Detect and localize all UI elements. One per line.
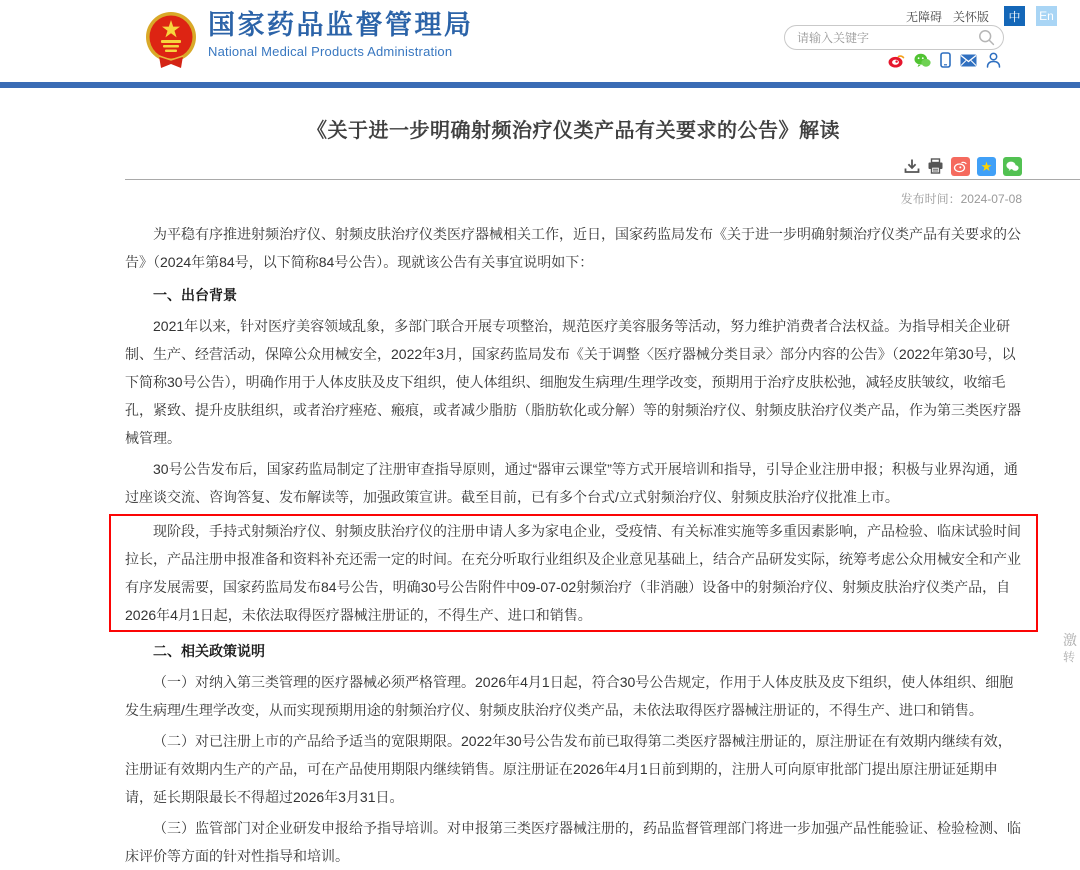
search-box	[784, 25, 1004, 50]
share-weibo-icon[interactable]	[951, 157, 970, 176]
accessibility-link[interactable]: 无障碍	[905, 9, 942, 24]
site-name-cn: 国家药品监督管理局	[208, 10, 474, 40]
article-title: 《关于进一步明确射频治疗仪类产品有关要求的公告》解读	[307, 120, 840, 142]
lang-toggle-en[interactable]: En	[1036, 6, 1057, 26]
paragraph-policy-1: （一）对纳入第三类管理的医疗器械必须严格管理。2026年4月1日起，符合30号公告规定，作用于人体皮肤及皮下组织，使人体组织、细胞发生病理/生理学改变，从而实现预期用途的射频治疗仪、射频皮肤治疗仪类产品，未依法取得医疗器械注册证的，不得生产、进口和销售。	[125, 674, 1014, 718]
quick-icons	[888, 52, 1001, 68]
download-icon[interactable]	[904, 158, 920, 174]
search-input[interactable]	[797, 31, 978, 45]
share-qzone-icon[interactable]: ★	[977, 157, 996, 176]
paragraph-policy-3: （三）监管部门对企业研发申报给予指导培训。对申报第三类医疗器械注册的，药品监督管理部门将进一步加强产品性能验证、检验检测、临床评价等方面的针对性指导和培训。	[125, 820, 1021, 864]
article-toolbar	[125, 156, 1022, 176]
top-links	[906, 6, 1057, 26]
watermark-line-1: 激	[1063, 632, 1077, 648]
title-divider	[125, 179, 1080, 180]
publish-time: 发布时间：2024-07-08	[900, 192, 1022, 206]
article-body	[125, 220, 1022, 870]
national-emblem-icon	[145, 10, 197, 70]
article	[125, 114, 1022, 870]
search-icon[interactable]	[978, 29, 995, 46]
care-version-link[interactable]: 关怀版	[952, 9, 989, 24]
mail-icon[interactable]	[960, 54, 977, 67]
site-name-en: National Medical Products Administration	[208, 44, 453, 60]
paragraph-policy-2: （二）对已注册上市的产品给予适当的宽限期限。2022年30号公告发布前已取得第二类医疗器械注册证的，原注册证在有效期内继续有效，注册证有效期内生产的产品，可在产品使用期限内继续销售。原注册证在2026年4月1日前到期的，注册人可向原审批部门提出原注册证延期申请，延长期限最长不得超过2026年3月31日。	[125, 733, 1012, 805]
watermark-line-2: 转	[1063, 650, 1076, 664]
paragraph-intro: 为平稳有序推进射频治疗仪、射频皮肤治疗仪类医疗器械相关工作，近日，国家药监局发布《关于进一步明确射频治疗仪类产品有关要求的公告》（2024年第84号，以下简称84号公告）。现就该公告有关事宜说明如下：	[125, 226, 1021, 270]
windows-watermark	[1063, 631, 1080, 665]
highlight-box	[109, 514, 1038, 632]
user-icon[interactable]	[986, 52, 1001, 68]
weibo-icon[interactable]	[888, 53, 905, 68]
paragraph-highlighted: 现阶段，手持式射频治疗仪、射频皮肤治疗仪的注册申请人多为家电企业，受疫情、有关标准实施等多重因素影响，产品检验、临床试验时间拉长，产品注册申报准备和资料补充还需一定的时间。在充分听取行业组织及企业意见基础上，结合产品研发实际，统筹考虑公众用械安全和产业有序发展需要，国家药监局发布84号公告，明确30号公告附件中09-07-02射频治疗（非消融）设备中的射频治疗仪、射频皮肤治疗仪类产品，自2026年4月1日起，未依法取得医疗器械注册证的，不得生产、进口和销售。	[125, 523, 1021, 623]
lang-toggle-cn[interactable]: 中	[1004, 6, 1025, 26]
header-divider	[0, 82, 1080, 88]
section-heading-1: 一、出台背景	[153, 287, 237, 303]
print-icon[interactable]	[927, 158, 944, 174]
share-wechat-icon[interactable]	[1003, 157, 1022, 176]
wechat-icon[interactable]	[914, 53, 931, 68]
mobile-icon[interactable]	[940, 52, 951, 68]
paragraph-background-2: 30号公告发布后，国家药监局制定了注册审查指导原则，通过“器审云课堂”等方式开展培训和指导，引导企业注册申报；积极与业界沟通，通过座谈交流、咨询答复、发布解读等，加强政策宣讲。截至目前，已有多个台式/立式射频治疗仪、射频皮肤治疗仪批准上市。	[125, 461, 1018, 505]
paragraph-background-1: 2021年以来，针对医疗美容领域乱象，多部门联合开展专项整治，规范医疗美容服务等活动，努力维护消费者合法权益。为指导相关企业研制、生产、经营活动，保障公众用械安全，2022年3月，国家药监局发布《关于调整〈医疗器械分类目录〉部分内容的公告》（2022年第30号，以下简称30号公告），明确作用于人体皮肤及皮下组织，使人体组织、细胞发生病理/生理学改变，预期用于治疗皮肤松弛，减轻皮肤皱纹，收缩毛孔，紧致、提升皮肤组织，或者治疗痤疮、瘢痕，或者减少脂肪（脂肪软化或分解）等的射频治疗仪、射频皮肤治疗仪类产品，作为第三类医疗器械管理。	[125, 318, 1021, 446]
site-header	[0, 0, 1080, 82]
section-heading-2: 二、相关政策说明	[153, 643, 265, 659]
site-logo[interactable]	[145, 10, 474, 70]
